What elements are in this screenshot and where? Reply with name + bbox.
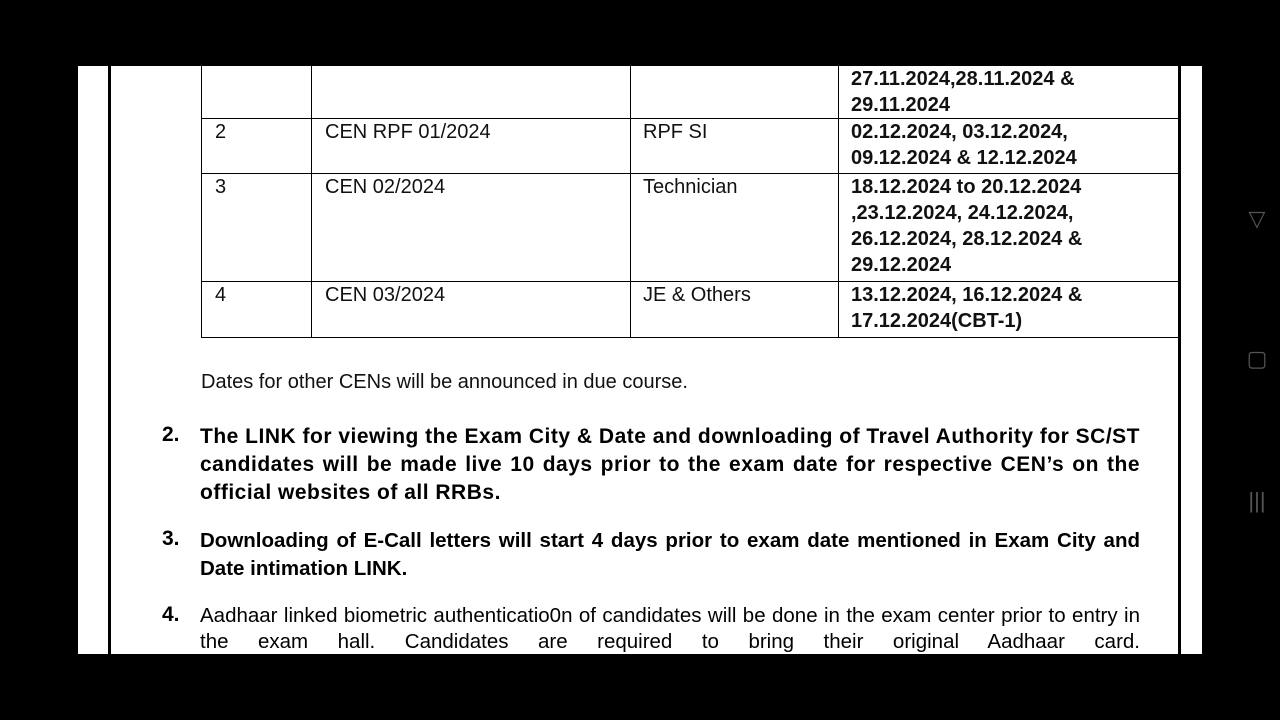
exam-schedule-table [201, 66, 1181, 338]
dates-line: 26.12.2024, 28.12.2024 & [851, 228, 1083, 250]
sno-cell: 4 [202, 282, 312, 338]
table-row [202, 119, 1181, 174]
dates-note: Dates for other CENs will be announced in due course. [201, 371, 688, 393]
dates-cell [839, 174, 1181, 282]
cen-cell [312, 66, 631, 119]
point-text: The LINK for viewing the Exam City & Date and downloading of Travel Authority for SC/ST candidates will be made live 10 days prior to the exam date for respective CEN’s on the official websites of all RRBs. [200, 425, 1140, 504]
android-nav-bar [1234, 0, 1280, 720]
recent-apps-icon[interactable]: ||| [1248, 488, 1266, 513]
point-number: 3. [162, 527, 180, 550]
table-row [202, 66, 1181, 119]
dates-line: 29.11.2024 [851, 94, 950, 116]
point-number: 4. [162, 603, 180, 626]
sno-cell [202, 66, 312, 119]
dates-line: 27.11.2024,28.11.2024 & [851, 68, 1075, 90]
dates-line: 13.12.2024, 16.12.2024 & [851, 284, 1083, 306]
dates-cell [839, 119, 1181, 174]
document-page [78, 66, 1202, 654]
post-cell: Technician [631, 174, 839, 282]
back-icon[interactable]: ▽ [1248, 206, 1266, 231]
post-cell: RPF SI [631, 119, 839, 174]
dates-line: 02.12.2024, 03.12.2024, [851, 121, 1068, 143]
table-row [202, 174, 1181, 282]
point-number: 2. [162, 423, 180, 446]
dates-line: 18.12.2024 to 20.12.2024 [851, 176, 1082, 198]
sno-cell: 2 [202, 119, 312, 174]
post-cell: JE & Others [631, 282, 839, 338]
table-row [202, 282, 1181, 338]
cen-cell: CEN RPF 01/2024 [312, 119, 631, 174]
home-icon[interactable]: ▢ [1246, 346, 1268, 371]
dates-line: 17.12.2024(CBT-1) [851, 310, 1023, 332]
page-left-border [108, 66, 111, 654]
point-text: Aadhaar linked biometric authenticatio0n of candidates will be done in the exam center prior to entry in the exam hall. Candidates are required to bring their original Aadhaar card. [200, 604, 1140, 653]
post-cell [631, 66, 839, 119]
cen-cell: CEN 03/2024 [312, 282, 631, 338]
dates-cell [839, 66, 1181, 119]
dates-line: ,23.12.2024, 24.12.2024, [851, 202, 1074, 224]
cen-cell: CEN 02/2024 [312, 174, 631, 282]
point-text: Downloading of E-Call letters will start 4 days prior to exam date mentioned in Exam City and Date intimation LINK. [200, 529, 1140, 580]
dates-line: 29.12.2024 [851, 254, 952, 276]
dates-cell [839, 282, 1181, 338]
sno-cell: 3 [202, 174, 312, 282]
dates-line: 09.12.2024 & 12.12.2024 [851, 147, 1077, 169]
